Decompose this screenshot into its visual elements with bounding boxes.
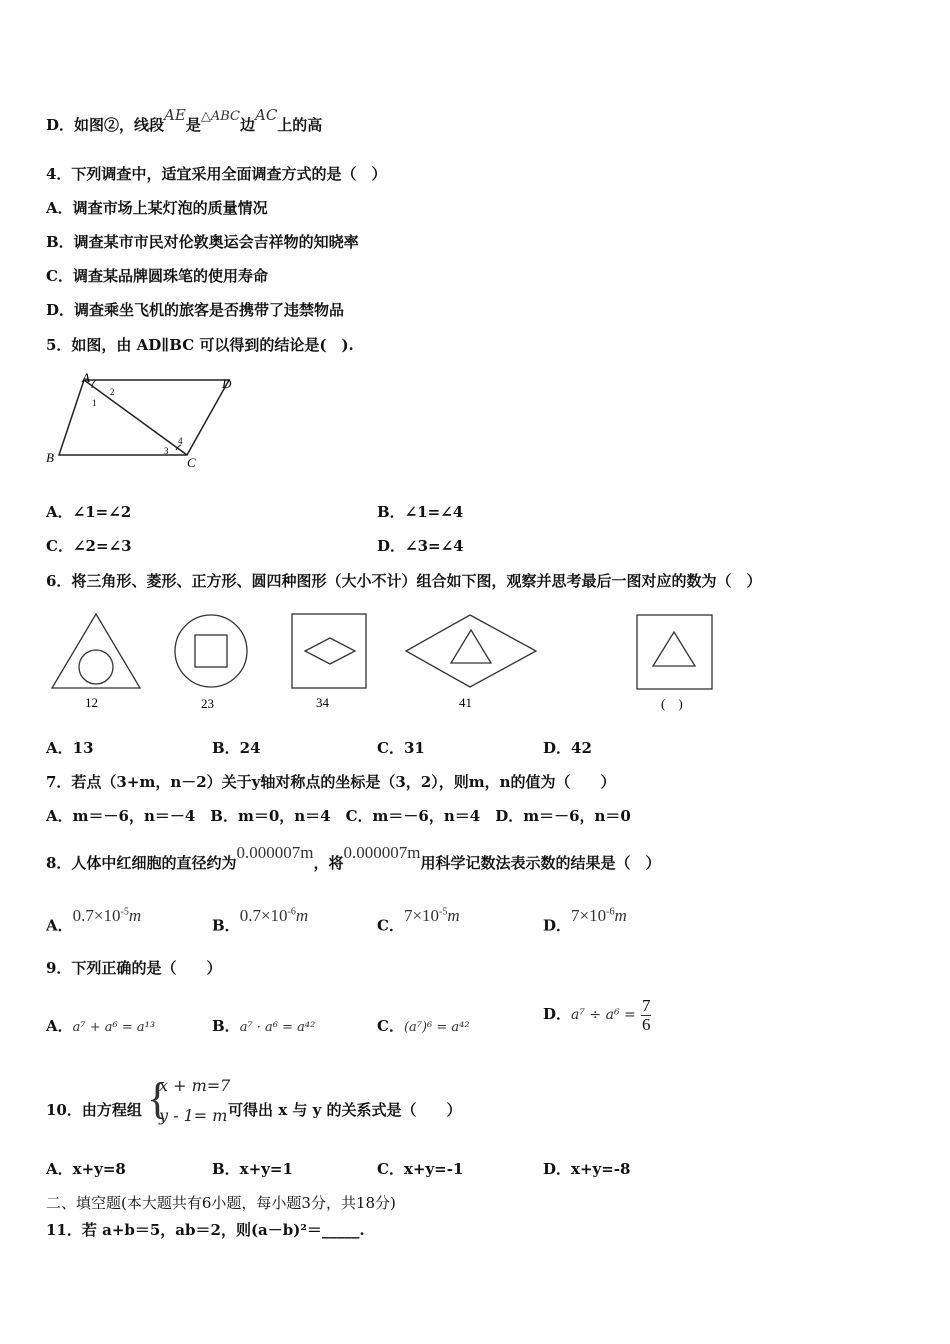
- q9-stem: 9．下列正确的是（ ）: [46, 959, 222, 977]
- q4-option-d: D．调查乘坐飞机的旅客是否携带了违禁物品: [46, 301, 345, 319]
- q7-stem: 7．若点（3+m，n－2）关于y轴对称点的坐标是（3，2），则m，n的值为（ ）: [46, 773, 616, 791]
- q6-option-a: A．13: [46, 739, 94, 757]
- q6-option-c: C．31: [377, 739, 425, 757]
- q9-option-d: D．a⁷ ÷ a⁶ = $\frac{7}{6}$: [543, 995, 651, 1034]
- q5-label-a: A: [82, 370, 90, 385]
- q8-value-1: 0.000007m: [236, 843, 314, 862]
- q6-stem: 6．将三角形、菱形、正方形、圆四种图形（大小不计）组合如下图，观察并思考最后一图对应的数为（ ）: [46, 572, 762, 590]
- q10-equation-1: x + m=7: [159, 1076, 231, 1095]
- q6-shape-diamond-triangle: [406, 615, 536, 687]
- q5-parallelogram-figure: [44, 370, 244, 470]
- q5-label-b: B: [46, 450, 54, 465]
- q6-shape-square-diamond: [292, 614, 366, 688]
- q6-figure-label-4: 41: [459, 695, 472, 710]
- q6-option-d: D．42: [543, 739, 592, 757]
- q9-option-c: C．(a⁷)⁶ = a⁴²: [377, 1017, 470, 1035]
- q5-angle-3: 3: [164, 446, 169, 456]
- q8-option-a: A．$0.7\times 10^{-5}m$: [46, 905, 142, 935]
- q10-brace: {: [147, 1074, 169, 1123]
- q8-value-2: 0.000007m: [343, 843, 421, 862]
- q10-option-b: B．x+y=1: [212, 1160, 293, 1178]
- q6-figure-label-5: ( ): [661, 696, 683, 711]
- q4-option-c: C．调查某品牌圆珠笔的使用寿命: [46, 267, 268, 285]
- q10-option-a: A．x+y=8: [46, 1160, 126, 1178]
- q10-option-c: C．x+y=-1: [377, 1160, 464, 1178]
- q5-option-d: D．∠3=∠4: [377, 537, 464, 555]
- q8-stem: 8．人体中红细胞的直径约为0.000007m，将0.000007m用科学记数法表示数的结果是（ ）: [46, 843, 661, 872]
- q6-shape-circle-square: [175, 615, 247, 687]
- q6-figure-label-2: 23: [201, 696, 214, 711]
- q4-option-a: A．调查市场上某灯泡的质量情况: [46, 199, 268, 217]
- q4-option-b: B．调查某市市民对伦敦奥运会吉祥物的知晓率: [46, 233, 359, 251]
- q9-option-d-fraction: $\frac{7}{6}$: [641, 995, 651, 1034]
- q3-option-d: D．如图②，线段AE是△ABC边AC上的高: [46, 106, 323, 134]
- q5-label-d: D: [222, 376, 232, 391]
- section-2-title: 二、填空题(本大题共有6小题，每小题3分，共18分): [46, 1194, 396, 1212]
- q5-option-b: B．∠1=∠4: [377, 503, 464, 521]
- q8-option-b: B．$0.7\times 10^{-6}m$: [212, 905, 309, 935]
- q4-stem: 4．下列调查中，适宜采用全面调查方式的是（ ）: [46, 165, 387, 183]
- q7-options: A．m＝－6，n＝－4 B．m＝0，n＝4 C．m＝－6，n＝4 D．m＝－6，n＝0: [46, 807, 631, 825]
- q5-angle-2: 2: [110, 387, 115, 397]
- q6-shape-square-triangle: [637, 615, 712, 689]
- q6-option-b: B．24: [212, 739, 261, 757]
- q6-shape-triangle-circle: [52, 614, 140, 688]
- q10-stem-b: 可得出 x 与 y 的关系式是（ ）: [228, 1101, 462, 1119]
- q6-figure-label-3: 34: [316, 695, 329, 710]
- q9-option-a: A．a⁷ + a⁶ = a¹³: [46, 1017, 156, 1035]
- q10-equation-2: y - 1= m: [159, 1106, 228, 1125]
- q10-option-d: D．x+y=-8: [543, 1160, 631, 1178]
- q5-stem: 5．如图，由 AD∥BC 可以得到的结论是( ).: [46, 336, 354, 354]
- q11-stem: 11．若 a+b＝5，ab＝2，则(a－b)²＝_____.: [46, 1221, 365, 1239]
- q5-option-c: C．∠2=∠3: [46, 537, 132, 555]
- q5-angle-1: 1: [92, 398, 97, 408]
- q10-stem-a: 10．由方程组: [46, 1101, 142, 1119]
- q5-option-a: A．∠1=∠2: [46, 503, 132, 521]
- q5-angle-4: 4: [178, 436, 183, 446]
- q6-shapes-figure: [44, 606, 734, 718]
- q5-label-c: C: [187, 455, 196, 470]
- q9-option-b: B．a⁷ · a⁶ = a⁴²: [212, 1017, 316, 1035]
- q6-figure-label-1: 12: [85, 695, 98, 710]
- q8-option-d: D．$7\times 10^{-6}m$: [543, 905, 627, 935]
- q8-option-c: C．$7\times 10^{-5}m$: [377, 905, 460, 935]
